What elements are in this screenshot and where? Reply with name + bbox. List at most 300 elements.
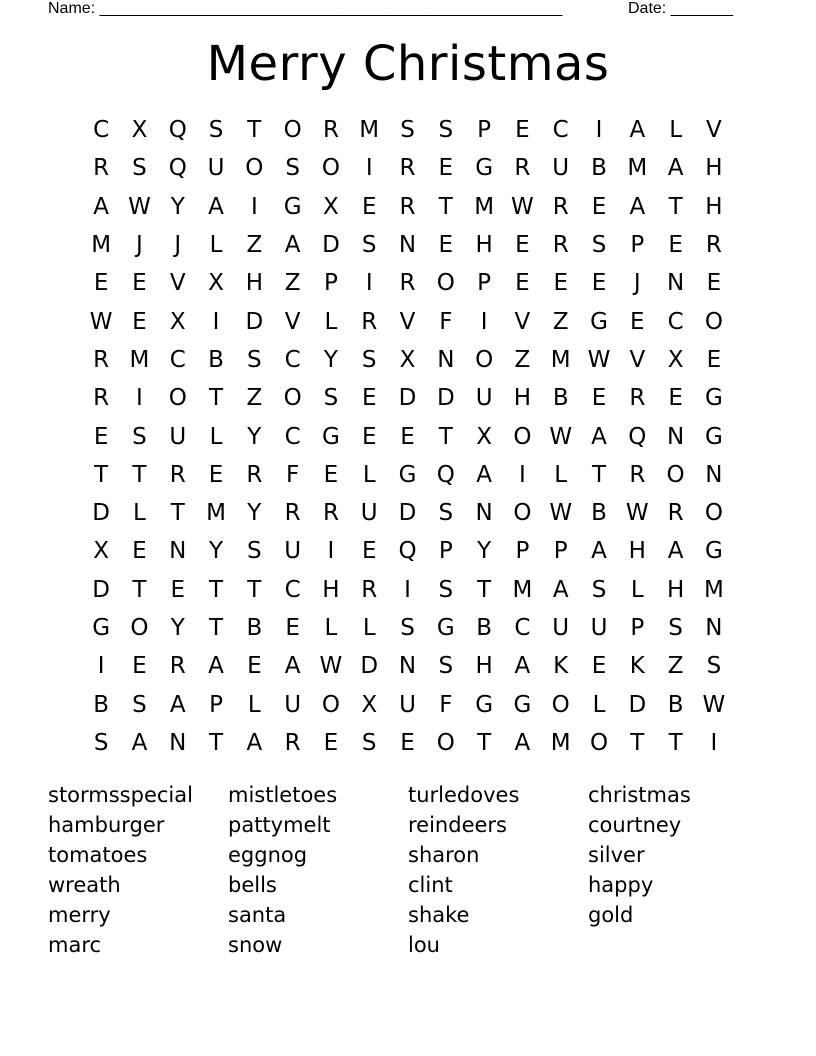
grid-letter: E: [591, 653, 607, 680]
grid-letter: U: [399, 691, 416, 718]
grid-letter: O: [436, 270, 455, 297]
grid-letter: V: [284, 308, 301, 335]
grid-letter: A: [131, 729, 148, 756]
grid-letter: U: [284, 691, 302, 718]
grid-letter: C: [552, 117, 569, 144]
grid-letter: U: [284, 538, 302, 565]
grid-row: [82, 302, 734, 340]
grid-letter: L: [669, 117, 683, 144]
grid-letter: V: [706, 117, 722, 144]
grid-letter: T: [668, 729, 683, 756]
grid-letter: T: [477, 576, 492, 603]
grid-letter: W: [319, 653, 343, 680]
grid-letter: A: [246, 729, 263, 756]
grid-letter: P: [477, 270, 492, 297]
word-item: tomatoes: [48, 843, 148, 867]
grid-letter: G: [92, 615, 111, 641]
grid-letter: A: [667, 538, 684, 565]
word-item: clint: [408, 873, 453, 897]
grid-letter: E: [361, 538, 377, 565]
grid-letter: M: [703, 576, 724, 603]
grid-letter: G: [436, 615, 455, 641]
grid-letter: A: [208, 193, 224, 220]
letter-grid: [82, 111, 734, 762]
grid-letter: B: [591, 500, 607, 527]
grid-letter: A: [591, 538, 607, 565]
grid-letter: M: [206, 500, 226, 527]
grid-letter: J: [633, 270, 641, 297]
grid-letter: O: [475, 346, 494, 373]
grid-letter: N: [398, 232, 417, 259]
grid-letter: M: [627, 155, 648, 182]
grid-letter: S: [591, 232, 607, 259]
grid-letter: M: [550, 729, 571, 756]
grid-letter: Z: [246, 385, 263, 412]
grid-letter: F: [439, 691, 453, 718]
grid-letter: G: [322, 423, 340, 450]
grid-letter: S: [323, 385, 339, 412]
grid-letter: T: [591, 461, 607, 488]
grid-letter: N: [398, 653, 417, 680]
grid-letter: U: [552, 615, 570, 641]
grid-letter: W: [702, 691, 726, 718]
word-item: christmas: [588, 783, 691, 807]
grid-letter: E: [515, 232, 530, 259]
grid-letter: Y: [323, 346, 338, 373]
word-column: [588, 780, 768, 960]
word-item: shake: [408, 903, 470, 927]
grid-letter: H: [705, 193, 723, 220]
grid-letter: M: [91, 232, 112, 259]
grid-letter: T: [438, 423, 453, 450]
grid-letter: X: [131, 117, 148, 144]
grid-letter: A: [284, 232, 301, 259]
grid-letter: P: [438, 538, 453, 565]
grid-letter: P: [477, 117, 492, 144]
grid-letter: R: [322, 117, 339, 144]
grid-letter: L: [362, 615, 376, 641]
grid-letter: N: [475, 500, 493, 527]
grid-letter: H: [666, 576, 685, 603]
grid-letter: G: [704, 538, 723, 565]
grid-letter: C: [284, 423, 301, 450]
grid-letter: E: [630, 308, 645, 335]
grid-letter: E: [361, 193, 377, 220]
grid-letter: E: [591, 270, 607, 297]
grid-letter: T: [170, 500, 185, 527]
grid-letter: U: [475, 385, 493, 412]
grid-letter: D: [322, 232, 340, 259]
grid-letter: S: [132, 155, 147, 182]
grid-letter: T: [247, 576, 262, 603]
grid-letter: D: [628, 691, 647, 718]
grid-row: [82, 647, 734, 685]
grid-letter: N: [705, 615, 723, 641]
grid-letter: E: [132, 270, 147, 297]
grid-letter: B: [246, 615, 263, 641]
grid-row: [82, 188, 734, 226]
grid-letter: Z: [284, 270, 301, 297]
grid-letter: S: [591, 576, 607, 603]
grid-letter: B: [591, 155, 607, 182]
grid-letter: N: [666, 423, 685, 450]
grid-letter: X: [476, 423, 492, 450]
grid-letter: S: [361, 729, 377, 756]
grid-letter: O: [130, 615, 149, 641]
grid-letter: Q: [168, 155, 187, 182]
grid-letter: Y: [247, 500, 262, 527]
grid-letter: E: [285, 615, 300, 641]
grid-letter: D: [92, 500, 110, 527]
grid-letter: S: [668, 615, 683, 641]
grid-letter: W: [511, 193, 534, 220]
grid-letter: A: [514, 653, 531, 680]
grid-letter: E: [400, 423, 415, 450]
grid-letter: E: [706, 346, 722, 373]
grid-letter: U: [552, 155, 570, 182]
grid-letter: V: [514, 308, 531, 335]
grid-letter: R: [399, 270, 416, 297]
grid-row: [82, 264, 734, 302]
word-item: bells: [228, 873, 277, 897]
grid-letter: A: [667, 155, 684, 182]
grid-letter: E: [438, 155, 454, 182]
grid-letter: K: [553, 653, 569, 680]
grid-letter: O: [589, 729, 609, 756]
grid-letter: O: [551, 691, 570, 718]
grid-letter: R: [629, 461, 646, 488]
grid-letter: E: [706, 270, 722, 297]
grid-letter: X: [323, 193, 339, 220]
grid-letter: Q: [168, 117, 187, 144]
grid-letter: H: [705, 155, 723, 182]
grid-letter: R: [361, 308, 378, 335]
grid-letter: W: [587, 346, 611, 373]
grid-letter: T: [209, 576, 224, 603]
grid-letter: R: [284, 729, 301, 756]
word-item: stormsspecial: [48, 783, 193, 807]
grid-letter: L: [324, 308, 338, 335]
grid-letter: Z: [667, 653, 684, 680]
grid-letter: P: [515, 538, 530, 565]
grid-letter: S: [438, 500, 454, 527]
grid-letter: L: [209, 423, 223, 450]
grid-letter: O: [513, 423, 532, 450]
grid-letter: C: [169, 346, 186, 373]
grid-letter: E: [553, 270, 568, 297]
date-field-label: Date: _______: [628, 0, 733, 17]
grid-letter: I: [97, 653, 105, 680]
grid-letter: N: [169, 729, 187, 756]
word-bank: [48, 780, 768, 960]
grid-letter: A: [514, 729, 531, 756]
word-item: merry: [48, 903, 111, 927]
grid-letter: C: [284, 346, 301, 373]
grid-letter: K: [629, 653, 645, 680]
grid-letter: S: [247, 346, 262, 373]
grid-letter: R: [667, 500, 684, 527]
grid-letter: S: [706, 653, 722, 680]
grid-letter: G: [475, 691, 494, 718]
word-item: lou: [408, 933, 440, 957]
grid-letter: J: [136, 232, 143, 259]
grid-letter: A: [284, 653, 301, 680]
grid-letter: E: [591, 193, 607, 220]
grid-letter: H: [513, 385, 532, 412]
grid-letter: G: [704, 423, 723, 450]
word-item: turledoves: [408, 783, 520, 807]
grid-letter: R: [246, 461, 263, 488]
word-item: gold: [588, 903, 634, 927]
grid-letter: R: [514, 155, 531, 182]
grid-row: [82, 111, 734, 149]
grid-letter: S: [132, 423, 147, 450]
grid-letter: Y: [247, 423, 262, 450]
grid-letter: C: [514, 615, 531, 641]
grid-letter: I: [365, 270, 373, 297]
grid-letter: S: [247, 538, 262, 565]
word-item: eggnog: [228, 843, 308, 867]
grid-letter: X: [169, 308, 186, 335]
grid-letter: N: [169, 538, 187, 565]
grid-letter: A: [591, 423, 607, 450]
grid-letter: L: [630, 576, 644, 603]
grid-letter: H: [475, 653, 493, 680]
grid-letter: G: [590, 308, 608, 335]
grid-letter: A: [93, 193, 110, 220]
grid-letter: T: [209, 729, 224, 756]
name-date-header: [48, 0, 748, 20]
grid-letter: W: [549, 423, 573, 450]
grid-letter: O: [704, 500, 723, 527]
grid-letter: S: [361, 232, 377, 259]
grid-letter: L: [324, 615, 338, 641]
grid-letter: R: [284, 500, 301, 527]
grid-letter: M: [129, 346, 150, 373]
grid-letter: E: [208, 461, 224, 488]
grid-letter: G: [283, 193, 302, 220]
word-item: mistletoes: [228, 783, 338, 807]
grid-letter: P: [209, 691, 223, 718]
grid-letter: U: [207, 155, 225, 182]
grid-row: [82, 494, 734, 532]
word-column: [408, 780, 588, 960]
grid-letter: T: [247, 117, 262, 144]
grid-letter: W: [549, 500, 573, 527]
grid-letter: X: [361, 691, 378, 718]
grid-letter: E: [132, 538, 147, 565]
grid-letter: E: [170, 576, 186, 603]
grid-letter: R: [705, 232, 722, 259]
grid-letter: N: [437, 346, 455, 373]
grid-letter: L: [554, 461, 568, 488]
grid-letter: W: [625, 500, 649, 527]
word-item: hamburger: [48, 813, 165, 837]
word-item: snow: [228, 933, 283, 957]
grid-letter: V: [629, 346, 646, 373]
grid-letter: E: [591, 385, 607, 412]
word-column: [48, 780, 228, 960]
grid-letter: B: [667, 691, 684, 718]
grid-letter: E: [361, 385, 377, 412]
grid-letter: O: [513, 500, 532, 527]
grid-row: [82, 379, 734, 417]
grid-letter: B: [552, 385, 569, 412]
grid-letter: P: [630, 232, 645, 259]
grid-letter: H: [628, 538, 646, 565]
grid-letter: Q: [628, 423, 647, 450]
grid-letter: O: [283, 117, 302, 144]
grid-letter: E: [323, 729, 339, 756]
grid-letter: A: [629, 117, 646, 144]
grid-letter: X: [93, 538, 110, 565]
grid-letter: Z: [246, 232, 263, 259]
grid-letter: C: [284, 576, 301, 603]
grid-letter: O: [321, 691, 340, 718]
grid-letter: G: [704, 385, 723, 412]
grid-letter: L: [133, 500, 146, 527]
grid-letter: P: [630, 615, 645, 641]
word-item: wreath: [48, 873, 121, 897]
grid-letter: M: [359, 117, 380, 144]
grid-letter: I: [404, 576, 411, 603]
grid-letter: R: [361, 576, 378, 603]
grid-letter: T: [630, 729, 645, 756]
grid-letter: C: [667, 308, 684, 335]
grid-letter: P: [323, 270, 338, 297]
word-item: sharon: [408, 843, 480, 867]
grid-letter: A: [208, 653, 224, 680]
grid-letter: H: [475, 232, 493, 259]
grid-row: [82, 571, 734, 609]
grid-letter: I: [327, 538, 335, 565]
grid-letter: A: [169, 691, 186, 718]
grid-letter: E: [400, 729, 415, 756]
grid-letter: S: [438, 576, 454, 603]
grid-letter: D: [398, 500, 417, 527]
grid-letter: R: [552, 193, 569, 220]
grid-letter: L: [209, 232, 223, 259]
grid-letter: R: [93, 346, 110, 373]
grid-letter: O: [283, 385, 302, 412]
grid-letter: A: [629, 193, 646, 220]
grid-letter: E: [323, 461, 339, 488]
grid-letter: Q: [436, 461, 455, 488]
grid-letter: O: [168, 385, 187, 412]
grid-letter: T: [438, 193, 453, 220]
name-field-label: Name: ____________________________________________________: [48, 0, 563, 17]
grid-letter: T: [132, 461, 147, 488]
grid-letter: I: [136, 385, 143, 412]
word-item: silver: [588, 843, 645, 867]
grid-letter: S: [132, 691, 147, 718]
grid-letter: D: [360, 653, 379, 680]
grid-letter: I: [710, 729, 718, 756]
grid-letter: R: [399, 193, 416, 220]
grid-letter: N: [705, 461, 723, 488]
grid-letter: Y: [209, 538, 224, 565]
grid-row: [82, 724, 734, 762]
grid-letter: Z: [552, 308, 569, 335]
grid-row: [82, 609, 734, 647]
grid-letter: E: [668, 385, 683, 412]
grid-letter: H: [322, 576, 340, 603]
grid-letter: R: [93, 155, 110, 182]
grid-letter: W: [128, 193, 151, 220]
grid-letter: S: [400, 117, 415, 144]
grid-letter: Z: [514, 346, 531, 373]
grid-letter: G: [398, 461, 417, 488]
grid-letter: C: [93, 117, 110, 144]
grid-row: [82, 685, 734, 723]
grid-letter: B: [208, 346, 224, 373]
grid-letter: X: [208, 270, 224, 297]
grid-letter: O: [666, 461, 685, 488]
grid-letter: M: [474, 193, 495, 220]
grid-row: [82, 532, 734, 570]
grid-letter: L: [247, 691, 261, 718]
grid-letter: E: [361, 423, 377, 450]
grid-letter: G: [475, 155, 494, 182]
grid-letter: E: [668, 232, 683, 259]
grid-letter: P: [553, 538, 568, 565]
grid-letter: D: [245, 308, 264, 335]
grid-letter: T: [132, 576, 147, 603]
grid-letter: B: [93, 691, 110, 718]
word-item: marc: [48, 933, 102, 957]
grid-letter: S: [438, 117, 454, 144]
grid-letter: Y: [477, 538, 492, 565]
grid-letter: S: [93, 729, 109, 756]
grid-letter: E: [93, 270, 109, 297]
grid-letter: I: [250, 193, 258, 220]
grid-letter: W: [89, 308, 113, 335]
grid-letter: R: [93, 385, 110, 412]
grid-letter: T: [209, 385, 224, 412]
grid-letter: U: [590, 615, 608, 641]
grid-letter: Y: [170, 615, 185, 641]
word-item: reindeers: [408, 813, 507, 837]
grid-letter: O: [321, 155, 340, 182]
grid-letter: Y: [170, 193, 185, 220]
grid-letter: F: [286, 461, 300, 488]
grid-letter: R: [169, 461, 186, 488]
word-column: [228, 780, 408, 960]
grid-letter: E: [93, 423, 109, 450]
grid-letter: V: [399, 308, 416, 335]
grid-letter: T: [94, 461, 109, 488]
grid-letter: E: [132, 653, 147, 680]
grid-letter: I: [480, 308, 488, 335]
grid-letter: D: [398, 385, 417, 412]
grid-letter: D: [436, 385, 455, 412]
grid-letter: M: [550, 346, 571, 373]
grid-letter: T: [209, 615, 224, 641]
grid-letter: R: [169, 653, 186, 680]
grid-letter: N: [666, 270, 685, 297]
grid-letter: I: [212, 308, 220, 335]
grid-row: [82, 341, 734, 379]
grid-letter: X: [399, 346, 416, 373]
word-item: santa: [228, 903, 287, 927]
grid-letter: Q: [398, 538, 417, 565]
grid-letter: X: [667, 346, 684, 373]
grid-row: [82, 226, 734, 264]
word-item: courtney: [588, 813, 682, 837]
grid-letter: E: [515, 117, 530, 144]
grid-letter: V: [169, 270, 186, 297]
grid-letter: H: [245, 270, 263, 297]
